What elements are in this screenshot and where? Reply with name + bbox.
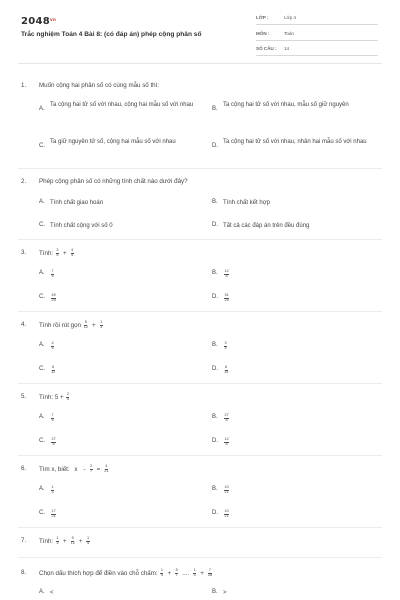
option-fraction bbox=[50, 510, 215, 520]
denominator: 25 bbox=[224, 297, 229, 302]
fraction bbox=[224, 486, 229, 495]
operator: .... bbox=[182, 570, 190, 578]
operator: + bbox=[62, 250, 67, 258]
quiz-title: Trắc nghiệm Toán 4 Bài 8: (có đáp án) phép cộng phân số bbox=[21, 31, 202, 38]
numerator: 5 bbox=[84, 320, 87, 324]
fraction bbox=[175, 569, 178, 578]
question-stem bbox=[39, 249, 75, 258]
operator: + bbox=[167, 570, 172, 578]
fraction bbox=[51, 486, 54, 495]
option-label: B. bbox=[212, 270, 218, 276]
option-label: B. bbox=[212, 414, 218, 420]
numerator: 7 bbox=[51, 269, 54, 273]
option-label: D. bbox=[212, 510, 218, 516]
denominator: 12 bbox=[83, 324, 88, 329]
option-label: D. bbox=[212, 142, 218, 149]
denominator: 21 bbox=[224, 489, 229, 494]
question-stem: Muốn cộng hai phân số có cùng mẫu số thì: bbox=[39, 82, 160, 89]
option-label: C. bbox=[39, 366, 45, 372]
fraction bbox=[104, 465, 108, 474]
fraction bbox=[51, 270, 54, 279]
stem-text: Chọn dấu thích hợp để điền vào chỗ chấm: bbox=[39, 570, 158, 578]
option-text: Ta giữ nguyên tử số, cộng hai mẫu số với nhau bbox=[50, 139, 176, 145]
denominator: 7 bbox=[90, 468, 93, 473]
question-number: 5. bbox=[21, 393, 27, 400]
numerator: 27 bbox=[224, 413, 229, 417]
numerator: 1 bbox=[160, 568, 163, 572]
option-label: B. bbox=[212, 105, 218, 112]
stem-text: Tìm x, biết: bbox=[39, 466, 70, 474]
question-number: 7. bbox=[21, 537, 27, 544]
question-stem bbox=[39, 393, 70, 402]
numerator: 4 bbox=[105, 464, 108, 468]
fraction bbox=[51, 294, 56, 303]
numerator: 1 bbox=[193, 568, 196, 572]
stem-text: Tính rồi rút gọn bbox=[39, 322, 81, 330]
question-stem bbox=[39, 465, 109, 474]
option-label: D. bbox=[212, 438, 218, 444]
fraction bbox=[224, 342, 227, 351]
expression bbox=[71, 466, 109, 473]
option-text: Tính chất giao hoán bbox=[50, 200, 104, 206]
question-divider bbox=[18, 311, 382, 312]
fraction bbox=[51, 438, 56, 447]
denominator: 5 bbox=[71, 252, 74, 257]
option-fraction bbox=[223, 414, 388, 424]
numerator: 2 bbox=[66, 392, 69, 396]
operator: + bbox=[78, 538, 83, 546]
denominator: 5 bbox=[51, 273, 54, 278]
option-label: C. bbox=[39, 438, 45, 444]
denominator: 3 bbox=[51, 489, 54, 494]
option-fraction bbox=[50, 366, 215, 376]
denominator: 5 bbox=[225, 417, 228, 422]
fraction bbox=[51, 342, 54, 351]
stem-text: Tính: 5 + bbox=[39, 394, 64, 402]
meta-label: LỚP : bbox=[256, 15, 269, 20]
option-text: Ta cộng hai tử số với nhau, mẫu số giữ nguyên bbox=[223, 102, 349, 108]
option-label: A. bbox=[39, 589, 45, 595]
header-divider bbox=[18, 63, 382, 64]
option-fraction bbox=[50, 486, 215, 496]
option-text: Ta cộng hai tử số với nhau, nhân hai mẫu số với nhau bbox=[223, 139, 367, 145]
numerator: 1 bbox=[56, 536, 59, 540]
expression bbox=[55, 538, 91, 545]
operator: + bbox=[62, 538, 67, 546]
fraction bbox=[51, 414, 54, 423]
fraction bbox=[224, 294, 229, 303]
numerator: 7 bbox=[208, 568, 212, 572]
fraction bbox=[71, 537, 75, 546]
denominator: 21 bbox=[224, 513, 229, 518]
option-text: Tính chất cộng với số 0 bbox=[50, 223, 113, 229]
option-fraction bbox=[223, 342, 388, 352]
question-divider bbox=[18, 455, 382, 456]
option-label: A. bbox=[39, 270, 45, 276]
fraction bbox=[208, 569, 212, 578]
operator: = bbox=[96, 466, 101, 474]
numerator: 5 bbox=[71, 536, 74, 540]
question-number: 4. bbox=[21, 321, 27, 328]
denominator: 4 bbox=[224, 345, 227, 350]
denominator: 5 bbox=[56, 252, 59, 257]
option-label: B. bbox=[212, 342, 218, 348]
fraction bbox=[51, 510, 56, 519]
option-text: Tính chất kết hợp bbox=[223, 200, 270, 206]
fraction bbox=[51, 366, 55, 375]
option-text: < bbox=[50, 590, 54, 596]
fraction bbox=[66, 393, 69, 402]
numerator: 6 bbox=[225, 365, 228, 369]
question-stem bbox=[39, 537, 91, 546]
option-label: A. bbox=[39, 342, 45, 348]
denominator: 3 bbox=[100, 324, 103, 329]
numerator: 10 bbox=[224, 485, 229, 489]
denominator: 4 bbox=[193, 572, 196, 577]
numerator: 49 bbox=[51, 293, 56, 297]
option-label: A. bbox=[39, 486, 45, 492]
question-divider bbox=[18, 557, 382, 558]
numerator: 3 bbox=[224, 341, 227, 345]
numerator: 31 bbox=[224, 293, 229, 297]
option-label: D. bbox=[212, 366, 218, 372]
fraction bbox=[71, 249, 74, 258]
operator: + bbox=[200, 570, 204, 578]
option-fraction bbox=[50, 342, 215, 352]
meta-count bbox=[256, 43, 378, 56]
operator: x bbox=[74, 466, 78, 474]
fraction bbox=[86, 537, 89, 546]
numerator: 3 bbox=[56, 248, 59, 252]
option-text: > bbox=[223, 590, 227, 596]
option-fraction bbox=[223, 270, 388, 280]
denominator: 5 bbox=[225, 441, 228, 446]
denominator: 28 bbox=[207, 572, 213, 577]
expression bbox=[83, 322, 104, 329]
option-fraction bbox=[223, 486, 388, 496]
option-label: B. bbox=[212, 589, 218, 595]
option-fraction bbox=[50, 414, 215, 424]
denominator: 5 bbox=[51, 417, 54, 422]
denominator: 25 bbox=[51, 297, 56, 302]
numerator: 1 bbox=[100, 320, 103, 324]
option-label: A. bbox=[39, 414, 45, 420]
option-label: C. bbox=[39, 222, 45, 228]
operator: + bbox=[91, 322, 96, 330]
denominator: 12 bbox=[51, 369, 56, 374]
option-label: A. bbox=[39, 199, 45, 205]
denominator: 5 bbox=[51, 345, 54, 350]
option-text: Ta cộng hai tử số với nhau, cộng hai mẫu số với nhau bbox=[50, 102, 194, 108]
denominator: 5 bbox=[52, 441, 55, 446]
option-label: C. bbox=[39, 142, 45, 149]
fraction bbox=[224, 438, 229, 447]
question-number: 2. bbox=[21, 178, 27, 185]
denominator: 5 bbox=[66, 396, 69, 401]
denominator: 5 bbox=[225, 273, 228, 278]
question-number: 8. bbox=[21, 569, 27, 576]
operator: - bbox=[83, 466, 86, 474]
option-fraction bbox=[50, 270, 215, 280]
option-fraction bbox=[223, 294, 388, 304]
question-stem bbox=[39, 321, 104, 330]
expression bbox=[65, 394, 70, 401]
numerator: 6 bbox=[52, 365, 55, 369]
option-fraction bbox=[223, 438, 388, 448]
meta-label: SỐ CÂU : bbox=[256, 46, 277, 51]
question-stem bbox=[39, 569, 213, 578]
meta-class bbox=[256, 12, 378, 25]
fraction bbox=[160, 569, 163, 578]
fraction bbox=[56, 249, 59, 258]
meta-value: Lớp 4 bbox=[284, 15, 296, 20]
denominator: 4 bbox=[160, 572, 163, 577]
option-label: B. bbox=[212, 486, 218, 492]
numerator: 2 bbox=[90, 464, 93, 468]
question-number: 6. bbox=[21, 465, 27, 472]
expression bbox=[55, 250, 75, 257]
denominator: 15 bbox=[224, 369, 229, 374]
fraction bbox=[224, 270, 229, 279]
option-label: C. bbox=[39, 294, 45, 300]
numerator: 4 bbox=[71, 248, 74, 252]
question-divider bbox=[18, 168, 382, 169]
question-number: 3. bbox=[21, 249, 27, 256]
numerator: 1 bbox=[51, 485, 54, 489]
denominator: 12 bbox=[70, 540, 75, 545]
meta-label: MÔN : bbox=[256, 31, 270, 36]
expression bbox=[159, 570, 213, 577]
fraction bbox=[224, 414, 229, 423]
option-label: D. bbox=[212, 222, 218, 228]
option-fraction bbox=[50, 294, 215, 304]
option-fraction bbox=[223, 510, 388, 520]
fraction bbox=[56, 537, 59, 546]
denominator: 21 bbox=[51, 513, 56, 518]
question-divider bbox=[18, 383, 382, 384]
fraction bbox=[224, 366, 228, 375]
option-label: B. bbox=[212, 199, 218, 205]
numerator: 12 bbox=[224, 437, 229, 441]
logo-text: 2048 bbox=[21, 16, 51, 27]
question-divider bbox=[18, 239, 382, 240]
numerator: 1 bbox=[86, 536, 90, 540]
numerator: 5 bbox=[175, 568, 178, 572]
fraction bbox=[84, 321, 88, 330]
question-divider bbox=[18, 527, 382, 528]
numerator: 4 bbox=[51, 341, 54, 345]
numerator: 12 bbox=[224, 269, 229, 273]
denominator: 7 bbox=[175, 572, 178, 577]
option-label: A. bbox=[39, 105, 45, 112]
stem-text: Tính: bbox=[39, 538, 54, 546]
numerator: 7 bbox=[51, 413, 54, 417]
fraction bbox=[90, 465, 93, 474]
option-fraction bbox=[223, 366, 388, 376]
meta-value: 14 bbox=[284, 46, 290, 51]
header bbox=[0, 0, 400, 62]
fraction bbox=[193, 569, 196, 578]
denominator: 21 bbox=[104, 468, 109, 473]
site-logo[interactable] bbox=[21, 16, 56, 27]
question-number: 1. bbox=[21, 82, 27, 89]
option-fraction bbox=[50, 438, 215, 448]
numerator: 10 bbox=[224, 509, 229, 513]
numerator: 17 bbox=[51, 509, 56, 513]
logo-suffix: vn bbox=[50, 17, 57, 22]
numerator: 27 bbox=[51, 437, 56, 441]
option-label: D. bbox=[212, 294, 218, 300]
denominator: 4 bbox=[86, 540, 90, 545]
option-label: C. bbox=[39, 510, 45, 516]
option-text: Tất cả các đáp án trên đều đúng bbox=[223, 223, 310, 229]
denominator: 3 bbox=[56, 540, 59, 545]
fraction bbox=[100, 321, 103, 330]
question-stem: Phép cộng phân số có những tính chất nào dưới đây? bbox=[39, 178, 188, 185]
fraction bbox=[224, 510, 229, 519]
meta-value: Toán bbox=[284, 31, 294, 36]
meta-subject bbox=[256, 28, 378, 41]
stem-text: Tính: bbox=[39, 250, 54, 258]
